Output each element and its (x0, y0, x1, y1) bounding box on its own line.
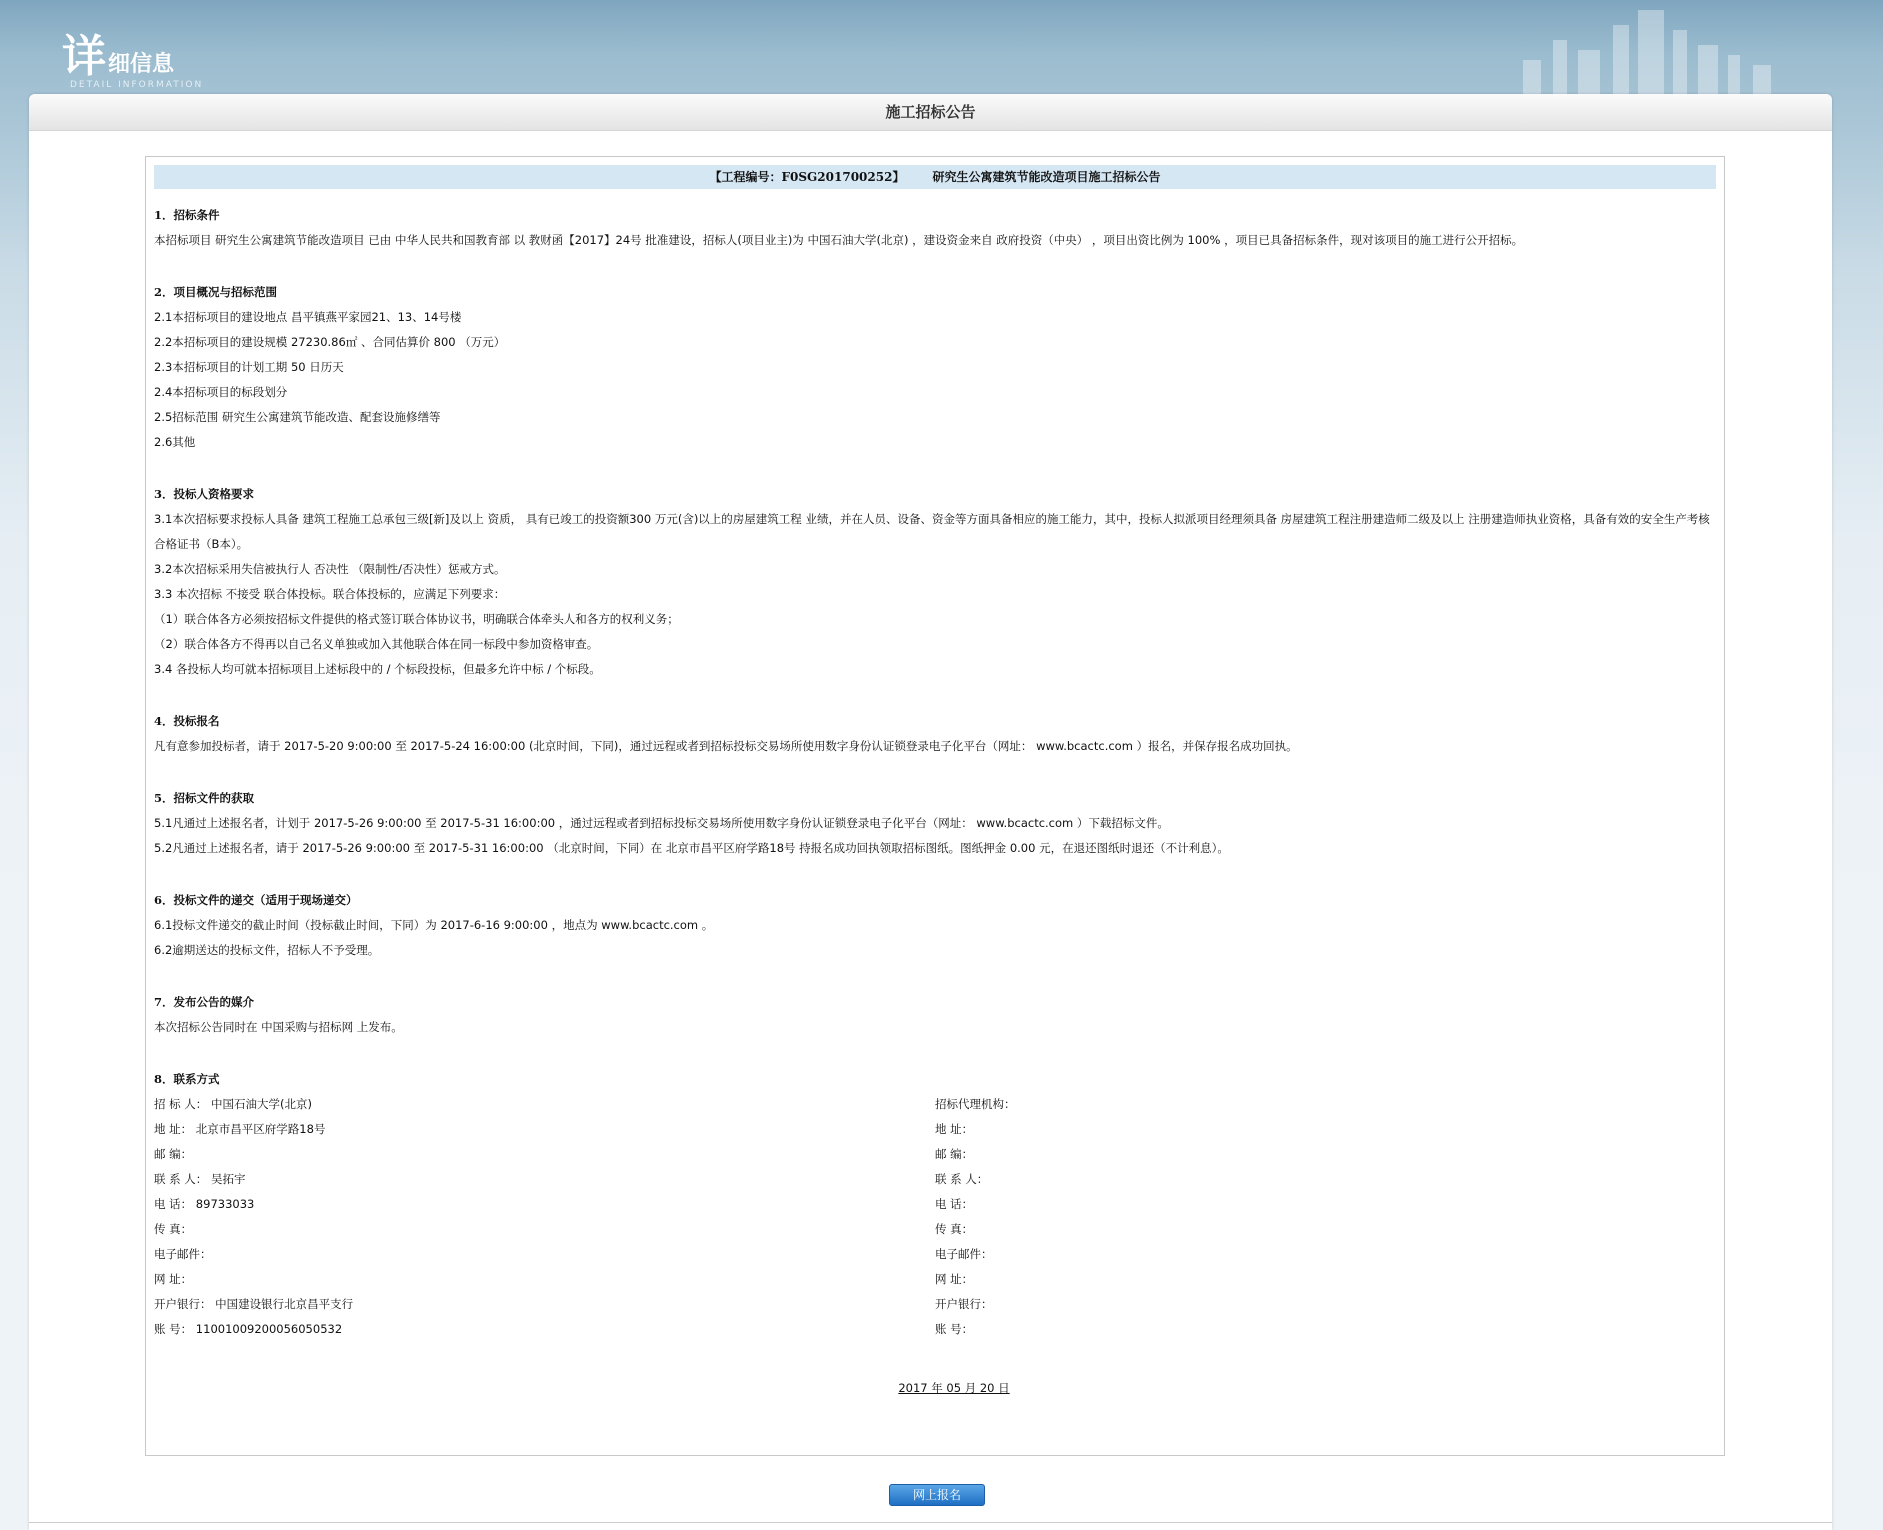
contact-line: 传 真： (935, 1222, 974, 1236)
project-title: 研究生公寓建筑节能改造项目施工招标公告 (932, 170, 1161, 184)
logo-text: 细信息 (108, 52, 175, 77)
section-text: 3.2本次招标采用失信被执行人 否决性 （限制性/否决性）惩戒方式。 (154, 562, 506, 576)
page-title: 施工招标公告 (29, 94, 1832, 131)
contact-line: 电 话： (935, 1197, 974, 1211)
contact-line: 开户银行： (935, 1297, 993, 1311)
section-text: 本次招标公告同时在 中国采购与招标网 上发布。 (154, 1020, 403, 1034)
contact-line: 地 址： 北京市昌平区府学路18号 (154, 1122, 326, 1136)
project-code: 【工程编号：F0SG201700252】 (709, 170, 905, 184)
section-title: 2．项目概况与招标范围 (154, 285, 278, 299)
section-text: 5.2凡通过上述报名者，请于 2017-5-26 9:00:00 至 2017-5-31 16:00:00 （北京时间，下同）在 北京市昌平区府学路18号 持报名成功回执领取招标图纸。图纸押金 0.00 元，在退还图纸时退还（不计利息）。 (154, 841, 1229, 855)
section-text: 2.4本招标项目的标段划分 (154, 385, 288, 399)
contact-line: 邮 编： (935, 1147, 974, 1161)
contact-line: 账 号： 11001009200056050532 (154, 1322, 343, 1336)
section-text: 本招标项目 研究生公寓建筑节能改造项目 已由 中华人民共和国教育部 以 教财函【2017】24号 批准建设，招标人(项目业主)为 中国石油大学(北京) ，建设资金来自 政府投资（中央） ，项目出资比例为 100% ，项目已具备招标条件，现对该项目的施工进行公开招标。 (154, 233, 1524, 247)
section-text: 3.4 各投标人均可就本招标项目上述标段中的 / 个标段投标，但最多允许中标 / 个标段。 (154, 662, 601, 676)
section-title: 8．联系方式 (154, 1072, 220, 1086)
document-content (146, 189, 1724, 1396)
contact-line: 电 话： 89733033 (154, 1197, 255, 1211)
contact-line: 联 系 人： 吴拓宇 (154, 1172, 246, 1186)
section-text: 3.3 本次招标 不接受 联合体投标。联合体投标的，应满足下列要求： (154, 587, 506, 601)
contact-line: 网 址： (154, 1272, 193, 1286)
section-title: 3．投标人资格要求 (154, 487, 255, 501)
main-panel (29, 94, 1832, 1530)
contact-line: 联 系 人： (935, 1172, 989, 1186)
section-title: 5．招标文件的获取 (154, 791, 255, 805)
contact-line: 账 号： (935, 1322, 974, 1336)
section-text: （1）联合体各方必须按招标文件提供的格式签订联合体协议书，明确联合体牵头人和各方的权利义务； (154, 612, 679, 626)
contact-line: 电子邮件： (935, 1247, 993, 1261)
contact-info (154, 1092, 1716, 1342)
section-text: 2.5招标范围 研究生公寓建筑节能改造、配套设施修缮等 (154, 410, 441, 424)
section-title: 1．招标条件 (154, 208, 220, 222)
section-title: 7．发布公告的媒介 (154, 995, 255, 1009)
section-title: 6．投标文件的递交（适用于现场递交） (154, 893, 358, 907)
section-text: 2.2本招标项目的建设规模 27230.86㎡ 、合同估算价 800 （万元） (154, 335, 506, 349)
announcement-document (145, 156, 1725, 1456)
contact-line: 招 标 人： 中国石油大学(北京) (154, 1097, 312, 1111)
announcement-date: 2017 年 05 月 20 日 (898, 1381, 1010, 1395)
section-text: 6.2逾期送达的投标文件，招标人不予受理。 (154, 943, 380, 957)
section-title: 4．投标报名 (154, 714, 220, 728)
tenderer-contact-column (154, 1092, 935, 1342)
logo (62, 20, 203, 90)
contact-line: 电子邮件： (154, 1247, 212, 1261)
logo-english: DETAIL INFORMATION (70, 80, 204, 90)
contact-line: 网 址： (935, 1272, 974, 1286)
section-text: 凡有意参加投标者，请于 2017-5-20 9:00:00 至 2017-5-24 16:00:00 (北京时间，下同)，通过远程或者到招标投标交易场所使用数字身份认证锁登录电子化平台（网址： www.bcactc.com ）报名，并保存报名成功回执。 (154, 739, 1298, 753)
online-signup-button[interactable]: 网上报名 (889, 1484, 985, 1506)
contact-line: 邮 编： (154, 1147, 193, 1161)
section-text: 5.1凡通过上述报名者，计划于 2017-5-26 9:00:00 至 2017-5-31 16:00:00 ，通过远程或者到招标投标交易场所使用数字身份认证锁登录电子化平台（网址： www.bcactc.com ）下载招标文件。 (154, 816, 1169, 830)
contact-line: 地 址： (935, 1122, 974, 1136)
section-text: 2.3本招标项目的计划工期 50 日历天 (154, 360, 344, 374)
contact-line: 招标代理机构： (935, 1097, 1016, 1111)
city-skyline-decoration (1463, 0, 1883, 100)
contact-line: 传 真： (154, 1222, 193, 1236)
section-text: 3.1本次招标要求投标人具备 建筑工程施工总承包三级[新]及以上 资质， 具有已竣工的投资额300 万元(含)以上的房屋建筑工程 业绩，并在人员、设备、资金等方面具备相应的施工能力，其中，投标人拟派项目经理须具备 房屋建筑工程注册建造师二级及以上 注册建造师执业资格，具备有效的安全生产考核合格证书（B本）。 (154, 512, 1710, 551)
section-text: 6.1投标文件递交的截止时间（投标截止时间，下同）为 2017-6-16 9:00:00 ，地点为 www.bcactc.com 。 (154, 918, 714, 932)
section-text: 2.6其他 (154, 435, 196, 449)
logo-big-char: 详 (62, 31, 108, 82)
section-text: 2.1本招标项目的建设地点 昌平镇燕平家园21、13、14号楼 (154, 310, 462, 324)
document-header (154, 165, 1716, 189)
divider (29, 1522, 1832, 1523)
contact-line: 开户银行： 中国建设银行北京昌平支行 (154, 1297, 354, 1311)
section-text: （2）联合体各方不得再以自己名义单独或加入其他联合体在同一标段中参加资格审查。 (154, 637, 599, 651)
agency-contact-column (935, 1092, 1716, 1342)
